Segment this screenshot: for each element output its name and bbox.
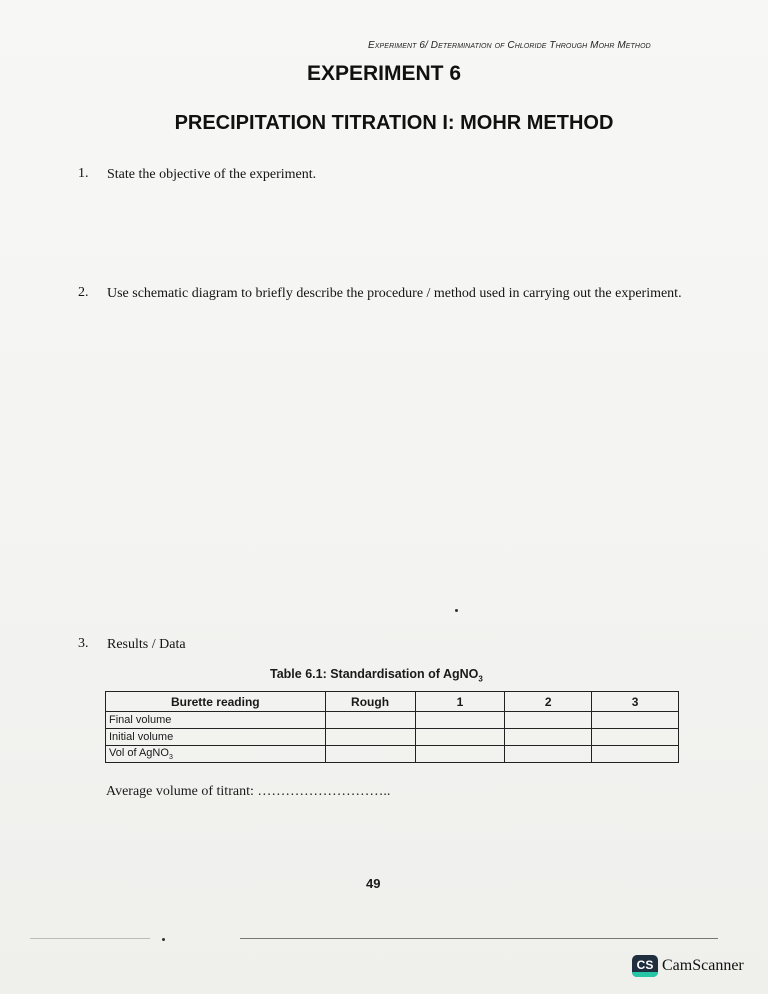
standardisation-table: [105, 691, 679, 763]
table-cell: [415, 729, 505, 746]
header-rough: Rough: [325, 692, 415, 712]
table-header-row: [106, 692, 679, 712]
question-number: 3.: [78, 636, 89, 651]
question-text: Results / Data: [107, 637, 186, 652]
table-cell: [505, 729, 592, 746]
table-cell: [592, 712, 679, 729]
average-volume-line: Average volume of titrant: ………………………..: [106, 784, 391, 799]
question-number: 2.: [78, 285, 89, 300]
table-cell: [325, 712, 415, 729]
header-trial-2: 2: [505, 692, 592, 712]
table-row: [106, 712, 679, 729]
camscanner-logo-icon: CS: [632, 955, 658, 977]
question-text: State the objective of the experiment.: [107, 167, 317, 182]
table-caption: [270, 667, 483, 684]
table-cell: [505, 712, 592, 729]
row-label-text: Vol of AgNO: [109, 746, 169, 759]
table-cell: [592, 729, 679, 746]
camscanner-name: CamScanner: [662, 957, 744, 974]
row-label-subscript: 3: [168, 754, 173, 762]
row-label-vol-agno3: [106, 746, 326, 763]
divider: [30, 938, 150, 939]
scan-speck: [455, 609, 458, 612]
page-number: 49: [366, 876, 381, 891]
scan-speck: [162, 938, 165, 941]
header-burette-reading: Burette reading: [106, 692, 326, 712]
running-header: Experiment 6/ Determination of Chloride Through Mohr Method: [368, 40, 651, 51]
table-cell: [325, 729, 415, 746]
row-label-initial-volume: Initial volume: [106, 729, 326, 746]
table-cell: [415, 712, 505, 729]
table-row: [106, 746, 679, 763]
header-trial-1: 1: [415, 692, 505, 712]
row-label-final-volume: Final volume: [106, 712, 326, 729]
question-text: Use schematic diagram to briefly describe the procedure / method used in carrying out the experiment.: [107, 286, 682, 301]
table-caption-text: Table 6.1: Standardisation of AgNO: [270, 667, 479, 681]
table-row: [106, 729, 679, 746]
table-cell: [592, 746, 679, 763]
experiment-subtitle: PRECIPITATION TITRATION I: MOHR METHOD: [174, 112, 614, 134]
experiment-title: EXPERIMENT 6: [306, 62, 462, 85]
question-number: 1.: [78, 166, 89, 181]
table-cell: [415, 746, 505, 763]
header-trial-3: 3: [592, 692, 679, 712]
divider: [240, 938, 718, 939]
camscanner-watermark: [632, 955, 744, 977]
table-caption-subscript: 3: [478, 674, 483, 684]
table-cell: [325, 746, 415, 763]
table-cell: [505, 746, 592, 763]
